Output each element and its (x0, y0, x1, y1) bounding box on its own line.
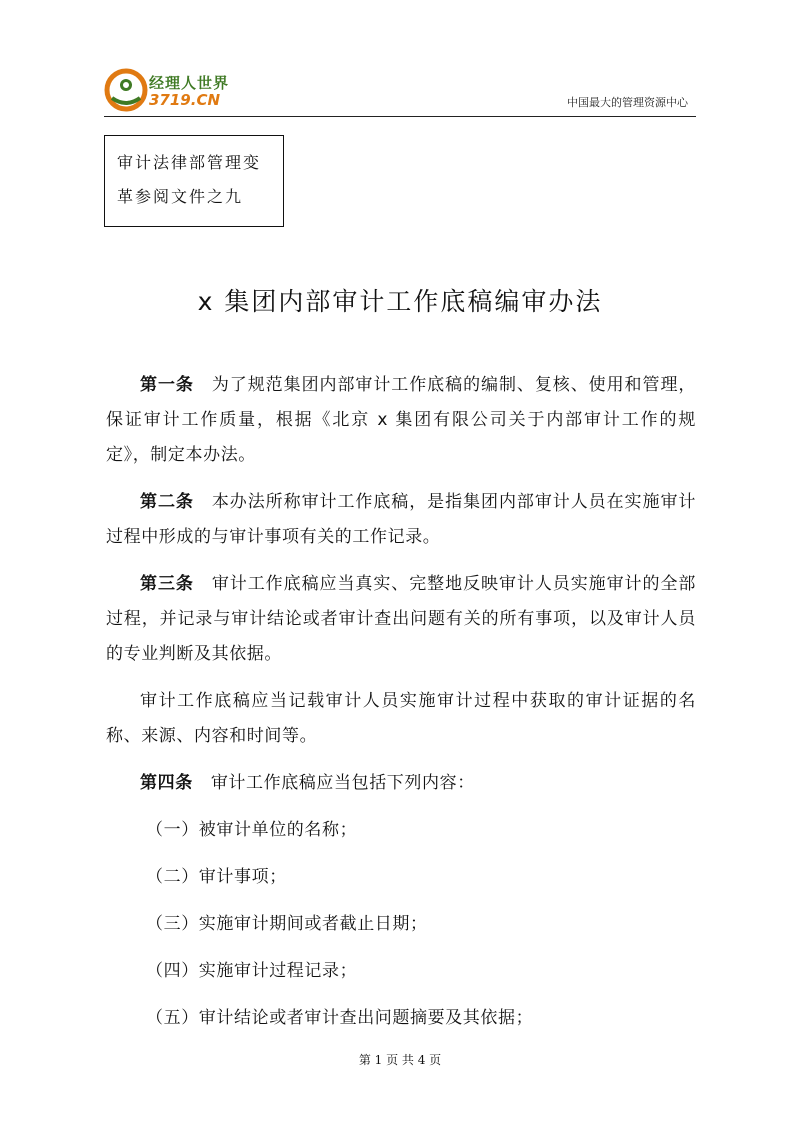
site-logo[interactable] (104, 68, 254, 112)
list-item: （三）实施审计期间或者截止日期； (146, 914, 428, 934)
document-body (106, 368, 696, 1048)
list-item: （二）审计事项； (146, 867, 287, 887)
article-3 (106, 567, 696, 672)
logo-icon (104, 68, 148, 112)
list-item: （四）实施审计过程记录； (146, 961, 358, 981)
article-text: 审计工作底稿应当记载审计人员实施审计过程中获取的审计证据的名称、来源、内容和时间等。 (106, 691, 696, 746)
reference-line-1: 审计法律部管理变 (117, 153, 262, 172)
list-item: （五）审计结论或者审计查出问题摘要及其依据； (146, 1008, 534, 1028)
article-label: 第二条 (140, 492, 194, 512)
reference-line-2: 革参阅文件之九 (117, 187, 244, 206)
document-title: x 集团内部审计工作底稿编审办法 (197, 287, 603, 316)
header-slogan: 中国最大的管理资源中心 (567, 96, 688, 109)
page-header (104, 66, 696, 117)
logo-text-cn: 经理人世界 (149, 74, 230, 92)
article-4 (106, 766, 696, 801)
article-3-continued (106, 684, 696, 754)
article-label: 第四条 (140, 773, 193, 793)
article-label: 第一条 (140, 375, 194, 395)
article-text: 审计工作底稿应当包括下列内容： (210, 773, 475, 793)
page-number: 第 1 页 共 4 页 (358, 1053, 442, 1067)
list-item: （一）被审计单位的名称； (146, 820, 358, 840)
article-1 (106, 368, 696, 473)
article-text: 审计工作底稿应当真实、完整地反映审计人员实施审计的全部过程，并记录与审计结论或者审计查出问题有关的所有事项，以及审计人员的专业判断及其依据。 (106, 574, 696, 664)
article-text: 为了规范集团内部审计工作底稿的编制、复核、使用和管理，保证审计工作质量，根据《北京 x 集团有限公司关于内部审计工作的规定》，制定本办法。 (106, 375, 696, 465)
article-2 (106, 485, 696, 555)
logo-text-en: 3719.CN (149, 91, 221, 109)
article-label: 第三条 (140, 574, 194, 594)
article-text: 本办法所称审计工作底稿，是指集团内部审计人员在实施审计过程中形成的与审计事项有关的工作记录。 (106, 492, 696, 547)
reference-box (104, 135, 284, 227)
